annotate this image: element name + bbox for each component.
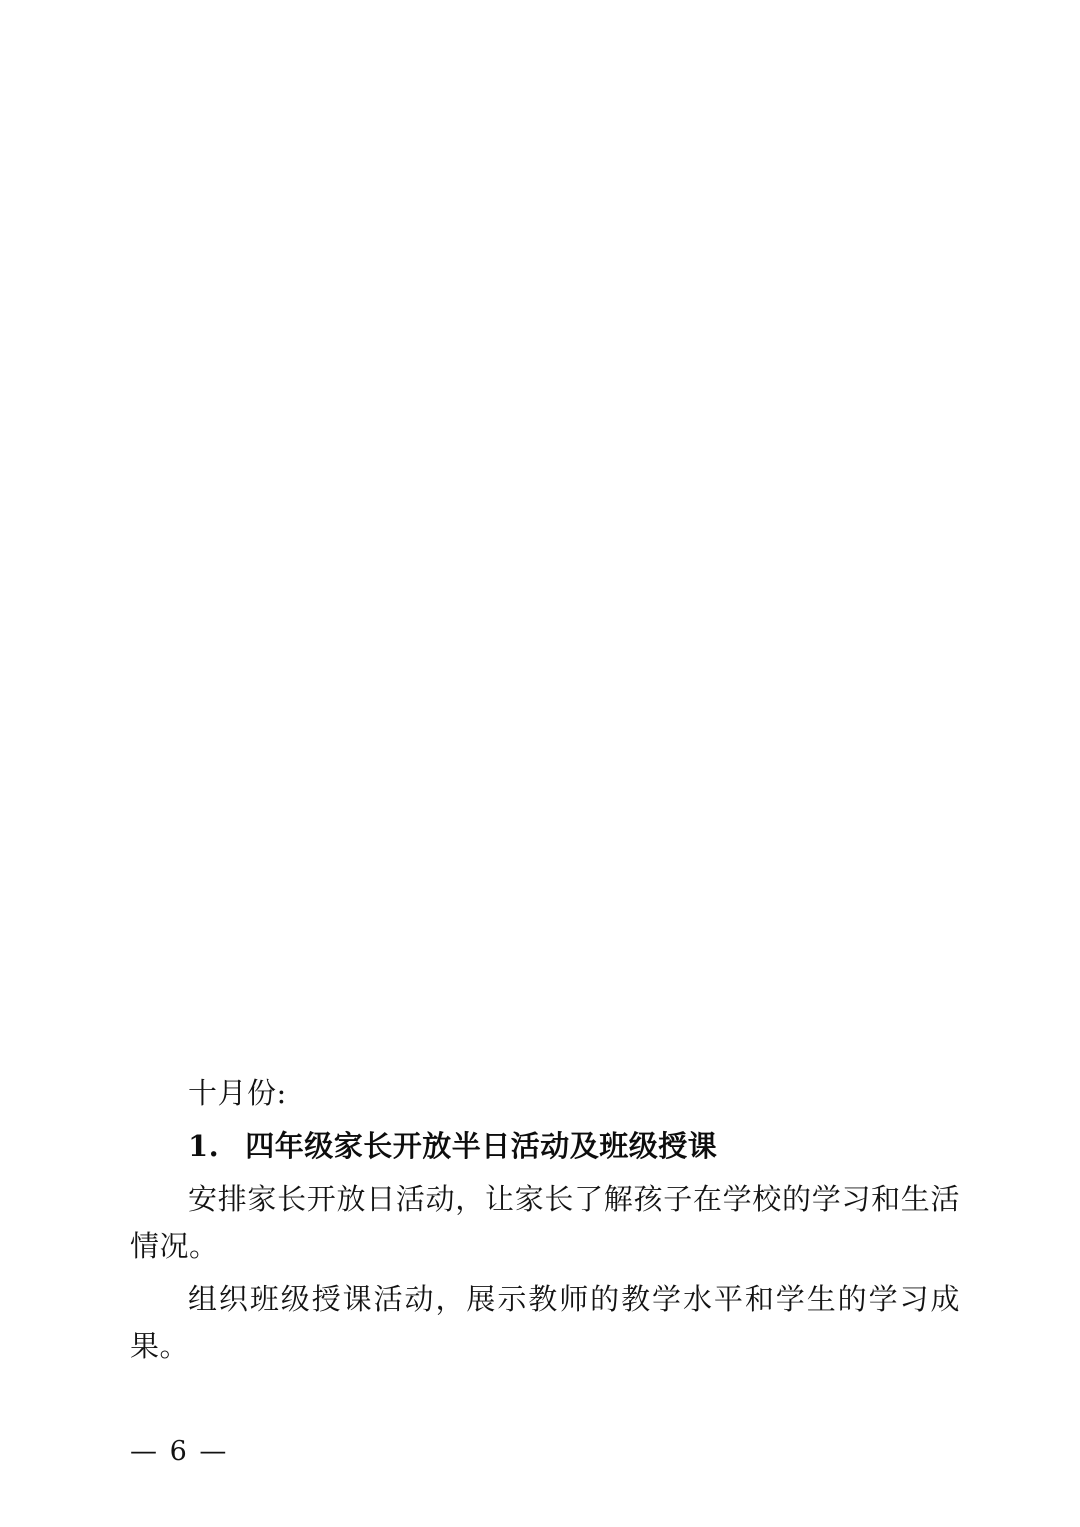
section-title: 四年级家长开放半日活动及班级授课 bbox=[245, 1128, 718, 1163]
section-heading bbox=[130, 1123, 960, 1170]
page-content bbox=[130, 1070, 960, 1376]
paragraph-1: 安排家长开放日活动，让家长了解孩子在学校的学习和生活情况。 bbox=[130, 1181, 960, 1263]
paragraph-2: 组织班级授课活动，展示教师的教学水平和学生的学习成果。 bbox=[130, 1281, 960, 1363]
section-number: 1. bbox=[188, 1128, 220, 1163]
page-number: — 6 — bbox=[130, 1436, 229, 1467]
month-label: 十月份: bbox=[188, 1076, 287, 1110]
